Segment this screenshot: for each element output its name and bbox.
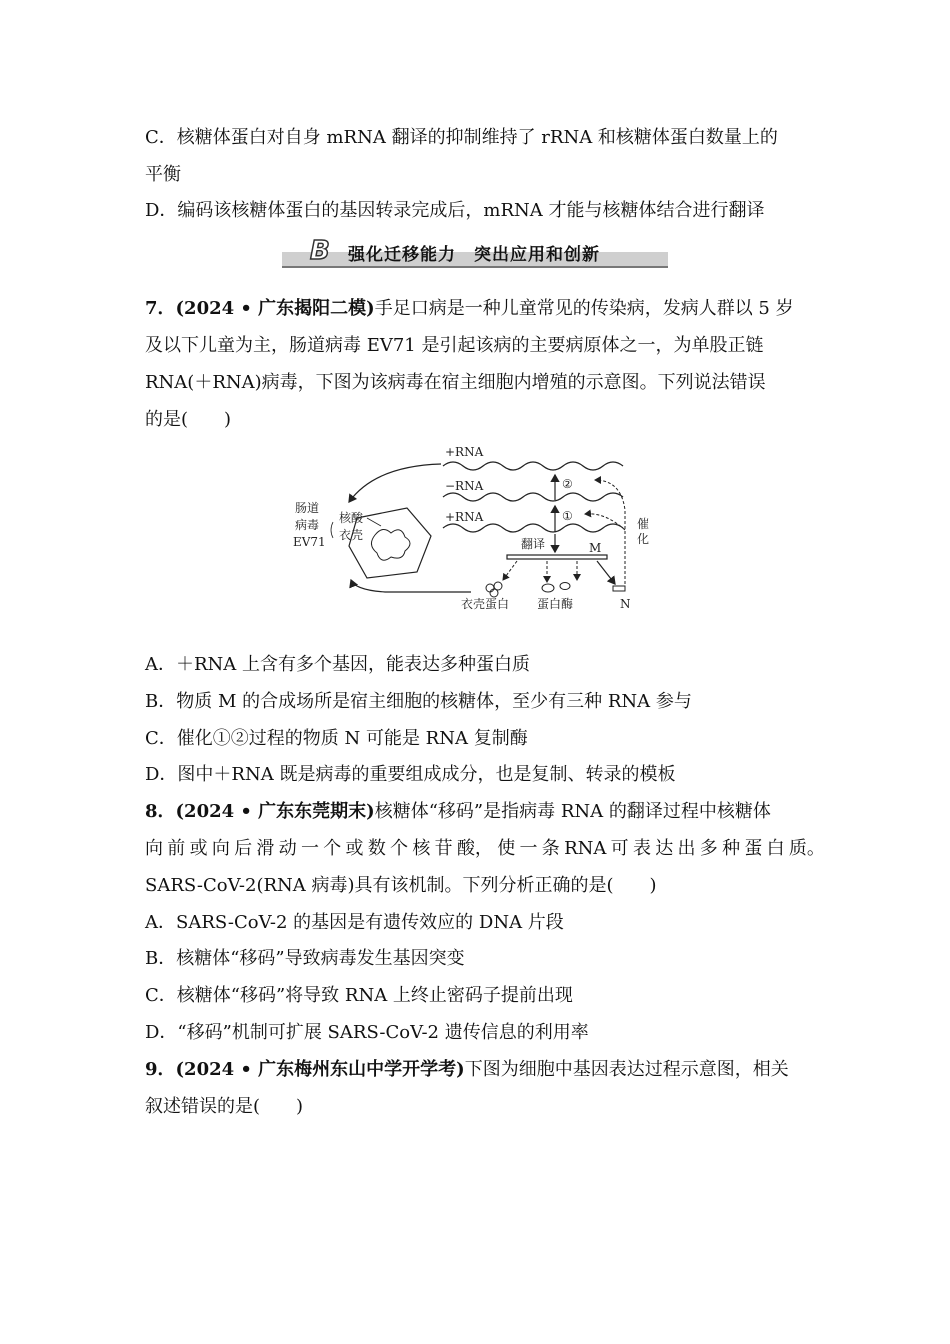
section-banner (282, 236, 668, 268)
q8-stem-word: 达 (655, 838, 674, 859)
virus-replication-diagram (285, 440, 665, 618)
q9-stem-line2: 叙述错误的是( ) (145, 1096, 304, 1117)
q8-stem-word: 使 (497, 838, 516, 859)
q7-stem-line3: RNA(＋RNA)病毒，下图为该病毒在宿主细胞内增殖的示意图。下列说法错误 (145, 372, 766, 393)
label-step-2: ② (562, 477, 573, 491)
q7-stem-line2: 及以下儿童为主，肠道病毒 EV71 是引起该病的主要病原体之一，为单股正链 (145, 335, 764, 356)
label-step-1: ① (562, 509, 573, 523)
polypeptide-m (507, 555, 607, 559)
q8-stem-word: 出 (677, 838, 696, 859)
plus-rna-top-strand (443, 462, 623, 470)
q8-source: (2024 • 广东东莞期末) (175, 801, 375, 822)
q8-stem-word: 表 (632, 838, 651, 859)
q9-stem-line1 (145, 1059, 789, 1081)
q8-stem-word: 苷 (434, 838, 453, 859)
q8-stem-word: 一 (300, 838, 319, 859)
q8-stem-word: 种 (722, 838, 741, 859)
label-virus-3: EV71 (293, 535, 326, 549)
q8-stem-word: 向 (211, 838, 230, 859)
label-m: M (589, 541, 602, 555)
q7-stem-text: 手足口病是一种儿童常见的传染病，发病人群以 5 岁 (374, 298, 794, 319)
label-translation: 翻译 (521, 537, 546, 551)
q8-stem-word: 可 (610, 838, 629, 859)
q8-stem-word: 个 (390, 838, 409, 859)
q7-source: (2024 • 广东揭阳二模) (175, 298, 375, 319)
q8-option-d: D．“移码”机制可扩展 SARS-CoV-2 遗传信息的利用率 (145, 1022, 589, 1043)
q8-stem-word: 酸， (456, 838, 493, 859)
q8-stem-word: 多 (699, 838, 718, 859)
label-catalysis-2: 化 (637, 532, 650, 546)
q8-stem-word: 或 (345, 838, 364, 859)
q8-stem-word: 滑 (256, 838, 275, 859)
label-capsid-protein: 衣壳蛋白 (461, 597, 510, 611)
banner-title: 强化迁移能力 突出应用和创新 (348, 245, 600, 265)
plus-rna-mid-strand (443, 524, 623, 532)
banner-letter-icon: B (310, 236, 330, 266)
q8-stem-word: 质。 (788, 838, 825, 859)
protease-shape (542, 584, 554, 592)
q8-stem-word: 或 (189, 838, 208, 859)
capsid-protein-shape (486, 584, 494, 592)
q8-stem-word: 蛋 (744, 838, 763, 859)
q7-option-b: B．物质 M 的合成场所是宿主细胞的核糖体，至少有三种 RNA 参与 (145, 691, 692, 712)
q7-option-d: D．图中＋RNA 既是病毒的重要组成成分，也是复制、转录的模板 (145, 764, 676, 785)
q6-option-c-line1: C．核糖体蛋白对自身 mRNA 翻译的抑制维持了 rRNA 和核糖体蛋白数量上的 (145, 127, 778, 148)
enzyme-n-shape (613, 586, 625, 591)
q8-stem-word: 白 (766, 838, 785, 859)
label-n: N (620, 597, 631, 611)
label-virus-1: 肠道 (295, 501, 320, 515)
q9-stem-text: 下图为细胞中基因表达过程示意图，相关 (464, 1059, 789, 1080)
label-minus-rna: −RNA (445, 479, 484, 493)
label-capsid: 衣壳 (339, 528, 364, 542)
label-virus-2: 病毒 (295, 518, 320, 532)
q8-stem-word: 前 (167, 838, 186, 859)
q8-stem-word: 数 (367, 838, 386, 859)
minus-rna-strand (443, 493, 623, 501)
label-protease: 蛋白酶 (537, 597, 574, 611)
q8-stem-word: 向 (145, 838, 163, 859)
q6-option-c-line2: 平衡 (145, 164, 181, 185)
q9-number: 9． (145, 1059, 176, 1080)
q8-stem-word: 个 (323, 838, 342, 859)
q8-stem-word: 核 (412, 838, 431, 859)
q7-option-a: A．＋RNA 上含有多个基因，能表达多种蛋白质 (145, 654, 531, 675)
q8-number: 8． (145, 801, 176, 822)
label-nucleic-acid: 核酸 (339, 511, 364, 525)
q7-number: 7． (145, 298, 176, 319)
q7-option-c: C．催化①②过程的物质 N 可能是 RNA 复制酶 (145, 728, 528, 749)
q6-option-d: D．编码该核糖体蛋白的基因转录完成后，mRNA 才能与核糖体结合进行翻译 (145, 200, 765, 221)
label-plus-rna-top: +RNA (445, 445, 484, 459)
q8-stem-word: RNA (564, 838, 607, 859)
q8-stem-text: 核糖体“移码”是指病毒 RNA 的翻译过程中核糖体 (374, 801, 771, 822)
q8-stem-word: 条 (541, 838, 560, 859)
q8-option-a: A．SARS-CoV-2 的基因是有遗传效应的 DNA 片段 (145, 912, 564, 933)
label-plus-rna-mid: +RNA (445, 510, 484, 524)
label-catalysis-1: 催 (637, 517, 650, 531)
q8-stem-line1 (145, 801, 771, 823)
q8-option-b: B．核糖体“移码”导致病毒发生基因突变 (145, 948, 465, 969)
q8-stem-line3: SARS-CoV-2(RNA 病毒)具有该机制。下列分析正确的是( ) (145, 875, 657, 896)
q9-source: (2024 • 广东梅州东山中学开学考) (175, 1059, 465, 1080)
q7-stem-line1 (145, 298, 794, 320)
q8-stem-word: 一 (519, 838, 538, 859)
q8-stem-word: 后 (234, 838, 253, 859)
q8-stem-word: 动 (278, 838, 297, 859)
q8-stem-line2 (145, 838, 825, 860)
q7-stem-line4: 的是( ) (145, 409, 232, 430)
q8-option-c: C．核糖体“移码”将导致 RNA 上终止密码子提前出现 (145, 985, 573, 1006)
